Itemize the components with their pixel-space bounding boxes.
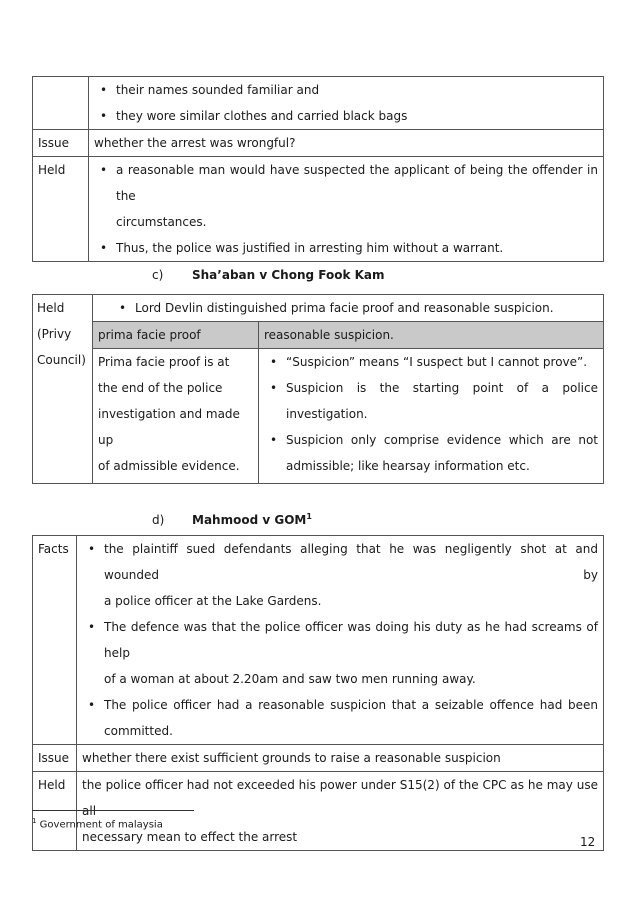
- list-item: • Suspicion only comprise evidence which are not: [270, 433, 598, 447]
- footnote: [32, 817, 163, 830]
- list-item: • “Suspicion” means “I suspect but I cannot prove”.: [270, 355, 588, 369]
- text-line: Prima facie proof is at: [98, 355, 230, 369]
- held-label: Held: [37, 301, 65, 315]
- heading-letter: c): [152, 268, 164, 282]
- list-item: • the plaintiff sued defendants alleging that he was negligently shot at and wounded by: [88, 542, 598, 582]
- facts-cell: [77, 536, 604, 745]
- list-item: • their names sounded familiar and: [100, 83, 320, 97]
- text-line: investigation and made up: [98, 407, 240, 447]
- held-intro-cell: [93, 295, 604, 322]
- case-heading-d: [152, 512, 312, 527]
- mahmood-case-table: [32, 535, 604, 851]
- case-title: Mahmood v GOM: [192, 513, 307, 527]
- list-item: • Suspicion is the starting point of a police: [270, 381, 598, 395]
- held-cell: [89, 157, 604, 262]
- list-item-continuation: circumstances.: [116, 215, 207, 229]
- held-label: Held: [33, 157, 89, 262]
- held-label-cell: [33, 295, 93, 484]
- heading-letter: d): [152, 513, 165, 527]
- issue-label: Issue: [33, 130, 89, 157]
- list-item-continuation: committed.: [104, 724, 173, 738]
- list-item-continuation: a police officer at the Lake Gardens.: [104, 594, 322, 608]
- list-item: • The defence was that the police officer was doing his duty as he had screams of help: [88, 620, 598, 660]
- footnote-separator: [32, 810, 194, 811]
- held-label: Held: [33, 772, 77, 851]
- text-line: necessary mean to effect the arrest: [82, 830, 298, 844]
- list-item: • they wore similar clothes and carried black bags: [100, 109, 408, 123]
- empty-label-cell: [33, 77, 89, 130]
- court-label: Council): [37, 353, 86, 367]
- list-item: • Thus, the police was justified in arresting him without a warrant.: [100, 241, 504, 255]
- list-item: • Lord Devlin distinguished prima facie proof and reasonable suspicion.: [119, 301, 554, 315]
- text-line: of admissible evidence.: [98, 459, 240, 473]
- suspicion-cell: [259, 349, 604, 484]
- shaaban-case-table: [32, 294, 604, 484]
- list-item: • a reasonable man would have suspected the applicant of being the offender in the: [100, 163, 598, 203]
- court-label: (Privy: [37, 327, 72, 341]
- case-heading-c: [152, 268, 385, 282]
- held-cell: [77, 772, 604, 851]
- issue-text: whether there exist sufficient grounds to raise a reasonable suspicion: [77, 745, 604, 772]
- footnote-ref[interactable]: 1: [306, 512, 312, 521]
- issue-label: Issue: [33, 745, 77, 772]
- column-header: prima facie proof: [93, 322, 259, 349]
- list-item-continuation: admissible; like hearsay information etc.: [286, 459, 530, 473]
- text-line: the police officer had not exceeded his power under S15(2) of the CPC as he may use all: [82, 778, 598, 818]
- footnote-number: 1: [32, 817, 37, 825]
- issue-text: whether the arrest was wrongful?: [89, 130, 604, 157]
- page-number: 12: [580, 835, 596, 849]
- facts-continuation-cell: [89, 77, 604, 130]
- list-item: • The police officer had a reasonable suspicion that a seizable offence had been: [88, 698, 598, 712]
- footnote-text: Government of malaysia: [39, 819, 163, 831]
- list-item-continuation: investigation.: [286, 407, 368, 421]
- continued-case-table: [32, 76, 604, 262]
- prima-facie-cell: [93, 349, 259, 484]
- case-title: Sha’aban v Chong Fook Kam: [192, 268, 385, 282]
- facts-label: Facts: [33, 536, 77, 745]
- column-header: reasonable suspicion.: [259, 322, 604, 349]
- list-item-continuation: of a woman at about 2.20am and saw two men running away.: [104, 672, 476, 686]
- text-line: the end of the police: [98, 381, 223, 395]
